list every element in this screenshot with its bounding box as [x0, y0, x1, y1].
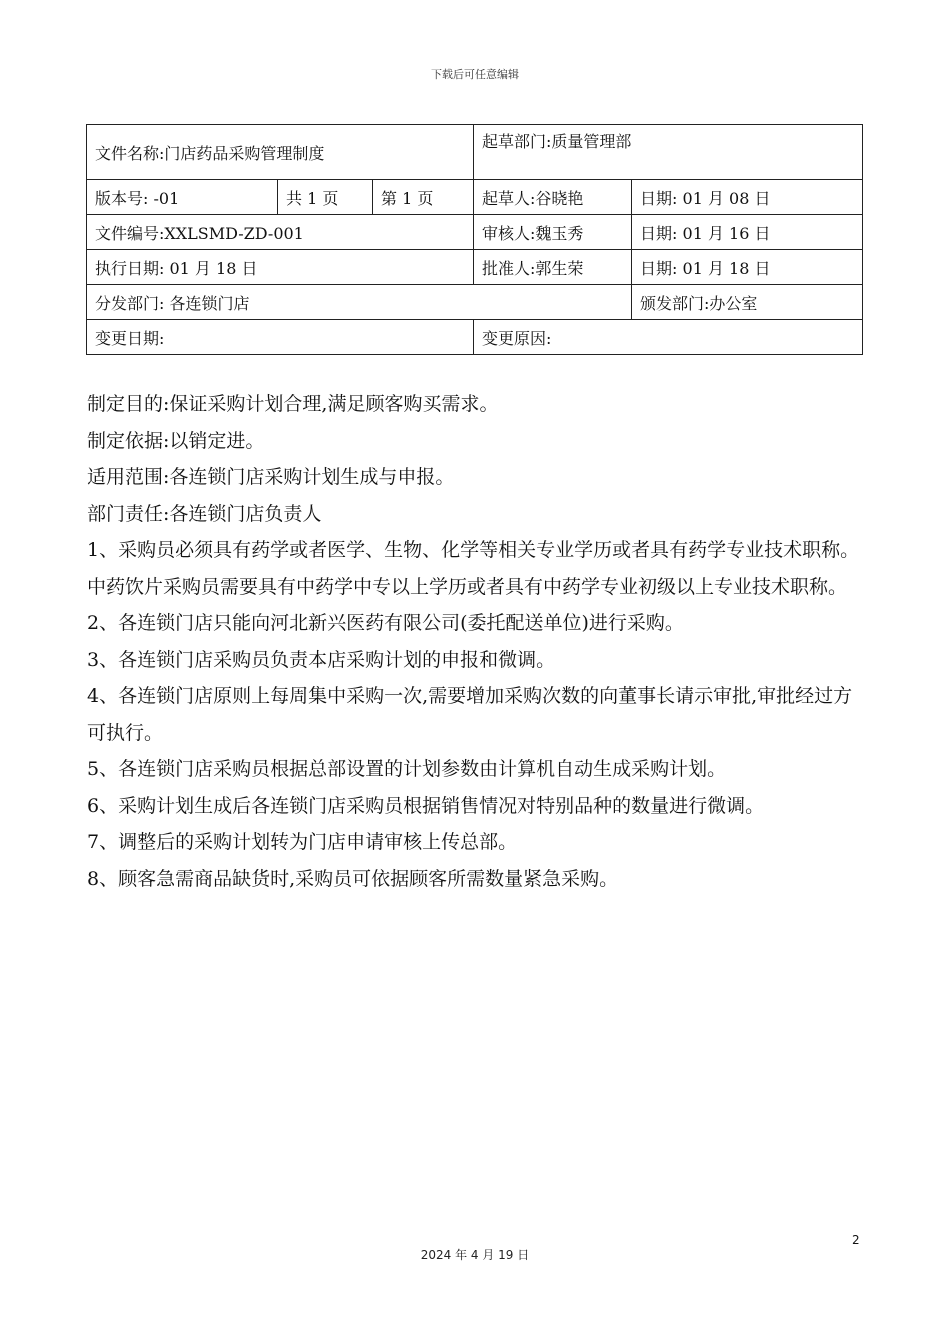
document-body — [87, 386, 867, 897]
draft-dept-cell: 起草部门:质量管理部 — [474, 125, 863, 180]
meta-row-5 — [87, 285, 863, 320]
meta-row-2 — [87, 180, 863, 215]
paragraph-item-7: 7、调整后的采购计划转为门店申请审核上传总部。 — [87, 831, 518, 853]
page-no-cell: 第 1 页 — [373, 180, 474, 215]
paragraph-item-3: 3、各连锁门店采购员负责本店采购计划的申报和微调。 — [87, 648, 556, 671]
document-meta-table — [86, 124, 863, 355]
page-number: 2 — [852, 1233, 860, 1247]
footer-date: 2024 年 4 月 19 日 — [420, 1248, 530, 1262]
version-cell: 版本号: -01 — [87, 180, 278, 215]
change-date-cell: 变更日期: — [87, 320, 474, 355]
meta-row-1 — [87, 125, 863, 180]
approve-date-cell: 日期: 01 月 18 日 — [632, 250, 863, 285]
paragraph-item-8: 8、顾客急需商品缺货时,采购员可依据顾客所需数量紧急采购。 — [87, 867, 619, 890]
reviewer-cell: 审核人:魏玉秀 — [474, 215, 632, 250]
paragraph-item-1: 1、采购员必须具有药学或者医学、生物、化学等相关专业学历或者具有药学专业技术职称。中药饮片采购员需要具有中药学中专以上学历或者具有中药学专业初级以上专业技术职称。 — [87, 539, 860, 598]
change-reason-cell: 变更原因: — [474, 320, 863, 355]
approver-cell: 批准人:郭生荣 — [474, 250, 632, 285]
paragraph-basis: 制定依据:以销定进。 — [87, 429, 265, 452]
paragraph-scope: 适用范围:各连锁门店采购计划生成与申报。 — [87, 466, 455, 488]
paragraph-item-5: 5、各连锁门店采购员根据总部设置的计划参数由计算机自动生成采购计划。 — [87, 758, 727, 780]
file-code-cell: 文件编号:XXLSMD-ZD-001 — [87, 215, 474, 250]
exec-date-cell: 执行日期: 01 月 18 日 — [87, 250, 474, 285]
draft-date-cell: 日期: 01 月 08 日 — [632, 180, 863, 215]
distribution-cell: 分发部门: 各连锁门店 — [87, 285, 632, 320]
issuing-dept-cell: 颁发部门:办公室 — [632, 285, 863, 320]
total-pages-cell: 共 1 页 — [278, 180, 373, 215]
paragraph-item-2: 2、各连锁门店只能向河北新兴医药有限公司(委托配送单位)进行采购。 — [87, 612, 684, 634]
paragraph-responsibility: 部门责任:各连锁门店负责人 — [87, 502, 322, 525]
meta-row-6 — [87, 320, 863, 355]
drafter-cell: 起草人:谷晓艳 — [474, 180, 632, 215]
review-date-cell: 日期: 01 月 16 日 — [632, 215, 863, 250]
file-name-cell: 文件名称:门店药品采购管理制度 — [87, 125, 474, 180]
paragraph-item-6: 6、采购计划生成后各连锁门店采购员根据销售情况对特别品种的数量进行微调。 — [87, 794, 765, 817]
meta-row-3 — [87, 215, 863, 250]
paragraph-item-4: 4、各连锁门店原则上每周集中采购一次,需要增加采购次数的向董事长请示审批,审批经过方可执行。 — [87, 685, 853, 744]
paragraph-purpose: 制定目的:保证采购计划合理,满足顾客购买需求。 — [87, 393, 499, 415]
meta-row-4 — [87, 250, 863, 285]
header-note: 下载后可任意编辑 — [431, 68, 519, 81]
